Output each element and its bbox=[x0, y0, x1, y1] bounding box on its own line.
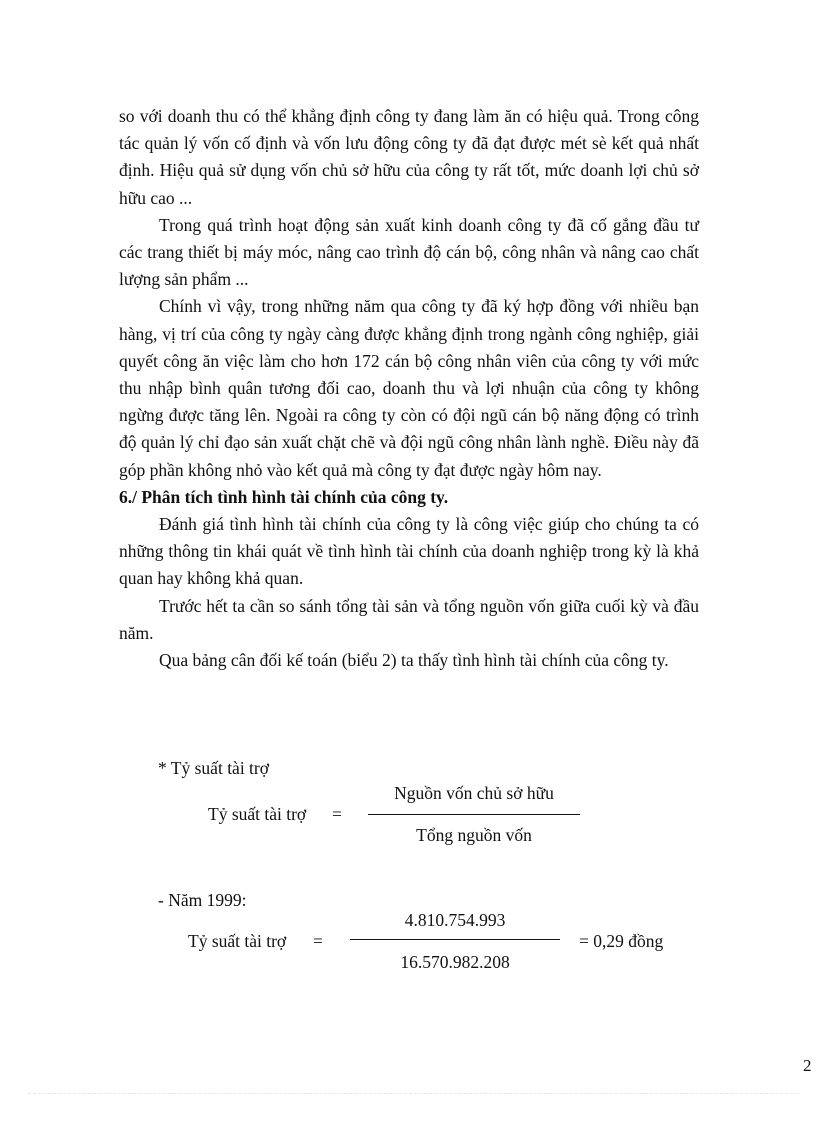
example-denominator: 16.570.982.208 bbox=[400, 952, 510, 972]
fraction-line bbox=[368, 814, 580, 815]
paragraph-5: Trước hết ta cần so sánh tổng tài sản và tổng nguồn vốn giữa cuối kỳ và đầu năm. bbox=[119, 595, 699, 643]
paragraph-6: Qua bảng cân đối kế toán (biểu 2) ta thấy tình hình tài chính của công ty. bbox=[159, 650, 669, 671]
example-numerator: 4.810.754.993 bbox=[404, 910, 506, 930]
footer-divider bbox=[28, 1093, 798, 1094]
formula-numerator: Nguồn vốn chủ sở hữu bbox=[394, 783, 554, 803]
example-label: Tỷ suất tài trợ bbox=[188, 931, 287, 951]
document-body bbox=[119, 103, 699, 674]
example-fraction-line bbox=[350, 939, 560, 940]
formula-label: Tỷ suất tài trợ bbox=[208, 804, 307, 824]
paragraph-2: Trong quá trình hoạt động sản xuất kinh doanh công ty đã cố gắng đầu tư các trang thiết bị máy móc, nâng cao trình độ cán bộ, công nhân và nâng cao chất lượng sản phẩm ... bbox=[119, 214, 699, 290]
example-result: = 0,29 đồng bbox=[579, 931, 664, 951]
section-heading: 6./ Phân tích tình hình tài chính của công ty. bbox=[119, 486, 449, 507]
formula-title: * Tỷ suất tài trợ bbox=[158, 758, 269, 778]
example-equals: = bbox=[313, 931, 323, 951]
paragraph-3: Chính vì vậy, trong những năm qua công ty đã ký hợp đồng với nhiều bạn hàng, vị trí của công ty ngày càng được khẳng định trong ngành công nghiệp, giải quyết công ăn việc làm cho hơn 172 cán bộ công nhân viên của công ty với mức thu nhập bình quân tương đối cao, doanh thu và lợi nhuận của công ty không ngừng được tăng lên. Ngoài ra công ty còn có đội ngũ cán bộ năng động có trình độ quản lý chỉ đạo sản xuất chặt chẽ và đội ngũ công nhân lành nghề. Điều này đã góp phần không nhỏ vào kết quả mà công ty đạt được ngày hôm nay. bbox=[119, 296, 699, 480]
paragraph-4: Đánh giá tình hình tài chính của công ty là công việc giúp cho chúng ta có những thông tin khái quát về tình hình tài chính của doanh nghiệp trong kỳ là khả quan hay không khả quan. bbox=[119, 514, 699, 589]
page-number: 2 bbox=[803, 1056, 812, 1075]
paragraph-1: so với doanh thu có thể khẳng định công ty đang làm ăn có hiệu quả. Trong công tác quản lý vốn cố định và vốn lưu động công ty đã đạt được mét sè kết quả nhất định. Hiệu quả sử dụng vốn chủ sở hữu của công ty rất tốt, mức doanh lợi chủ sở hữu cao ... bbox=[119, 106, 699, 208]
formula-equals: = bbox=[332, 804, 342, 824]
formula-denominator: Tổng nguồn vốn bbox=[416, 825, 532, 845]
example-year: - Năm 1999: bbox=[158, 890, 247, 910]
